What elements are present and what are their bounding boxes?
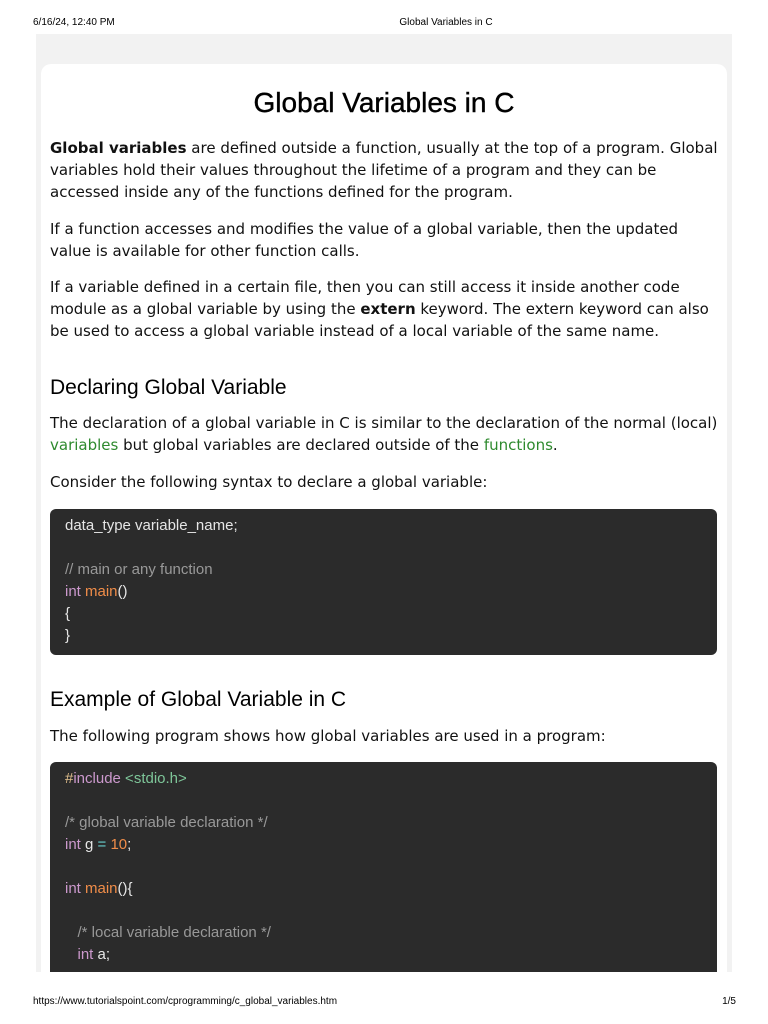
code-line-empty [65, 790, 702, 812]
extern-paragraph [50, 276, 718, 342]
code-keyword: int [65, 836, 81, 853]
code-keyword: int [65, 583, 81, 600]
print-date: 6/16/24, 12:40 PM [33, 17, 115, 28]
print-header [0, 0, 768, 34]
paragraph-text: The declaration of a global variable in C is similar to the declaration of the normal (local) [50, 414, 718, 432]
code-function: main [80, 880, 118, 897]
intro-paragraph [50, 137, 718, 203]
variables-link[interactable]: variables [50, 436, 119, 454]
code-line [65, 834, 702, 856]
code-line-empty [65, 537, 702, 559]
print-page-number: 1/5 [722, 996, 736, 1007]
print-doc-title: Global Variables in C [399, 17, 493, 28]
extern-keyword: extern [360, 300, 416, 318]
code-line [65, 581, 702, 603]
code-line [65, 768, 702, 790]
code-keyword: include [73, 770, 121, 787]
syntax-code-block[interactable] [50, 509, 717, 655]
paragraph-text: are defined outside a function, usually at the top of a program. Global variables hold their values throughout the lifetime of a program and they can be accessed inside any of the functions defined for the program. [50, 139, 718, 201]
code-identifier: a; [93, 946, 111, 963]
modify-paragraph: If a function accesses and modifies the value of a global variable, then the updated value is available for other function calls. [50, 220, 679, 260]
print-footer [0, 990, 768, 1024]
code-identifier: g [80, 836, 98, 853]
article-card [41, 64, 727, 972]
code-preprocessor: # [65, 770, 74, 787]
paragraph-text: If a variable defined in a certain file, then you can still access it inside another code module as a global variable by using the [50, 278, 680, 318]
code-punct: () [117, 583, 128, 600]
code-punct: (){ [117, 880, 133, 897]
syntax-intro-paragraph: Consider the following syntax to declare a global variable: [50, 473, 488, 491]
example-code-block[interactable] [50, 762, 717, 972]
code-line: data_type variable_name; [65, 517, 238, 534]
code-line: } [65, 627, 71, 644]
code-number: 10 [106, 836, 128, 853]
section-heading-declaring: Declaring Global Variable [50, 376, 287, 399]
code-comment: /* global variable declaration */ [65, 814, 268, 831]
page-title: Global Variables in C [253, 87, 515, 118]
code-comment: // main or any function [65, 561, 213, 578]
code-string: <stdio.h> [120, 770, 187, 787]
code-line-empty [65, 856, 702, 878]
print-url: https://www.tutorialspoint.com/cprogramming/c_global_variables.htm [33, 996, 338, 1007]
code-keyword: int [65, 946, 94, 963]
code-punct: ; [127, 836, 132, 853]
paragraph-text: but global variables are declared outside of the [118, 436, 484, 454]
bold-term: Global variables [50, 139, 187, 157]
code-line [65, 878, 702, 900]
code-line: { [65, 605, 71, 622]
code-keyword: int [65, 880, 81, 897]
section-heading-example: Example of Global Variable in C [50, 688, 347, 711]
paragraph-text: keyword. The extern keyword can also be used to access a global variable instead of a local variable of the same name. [50, 300, 709, 340]
example-intro-paragraph: The following program shows how global variables are used in a program: [50, 727, 606, 745]
declaration-paragraph [50, 412, 718, 456]
paragraph-text: . [552, 436, 558, 454]
code-line-empty [65, 900, 702, 922]
page-background [36, 34, 732, 972]
code-operator: = [97, 836, 107, 853]
functions-link[interactable]: functions [483, 436, 553, 454]
code-comment: /* local variable declaration */ [65, 924, 271, 941]
code-line [65, 944, 702, 966]
code-function: main [85, 583, 118, 600]
